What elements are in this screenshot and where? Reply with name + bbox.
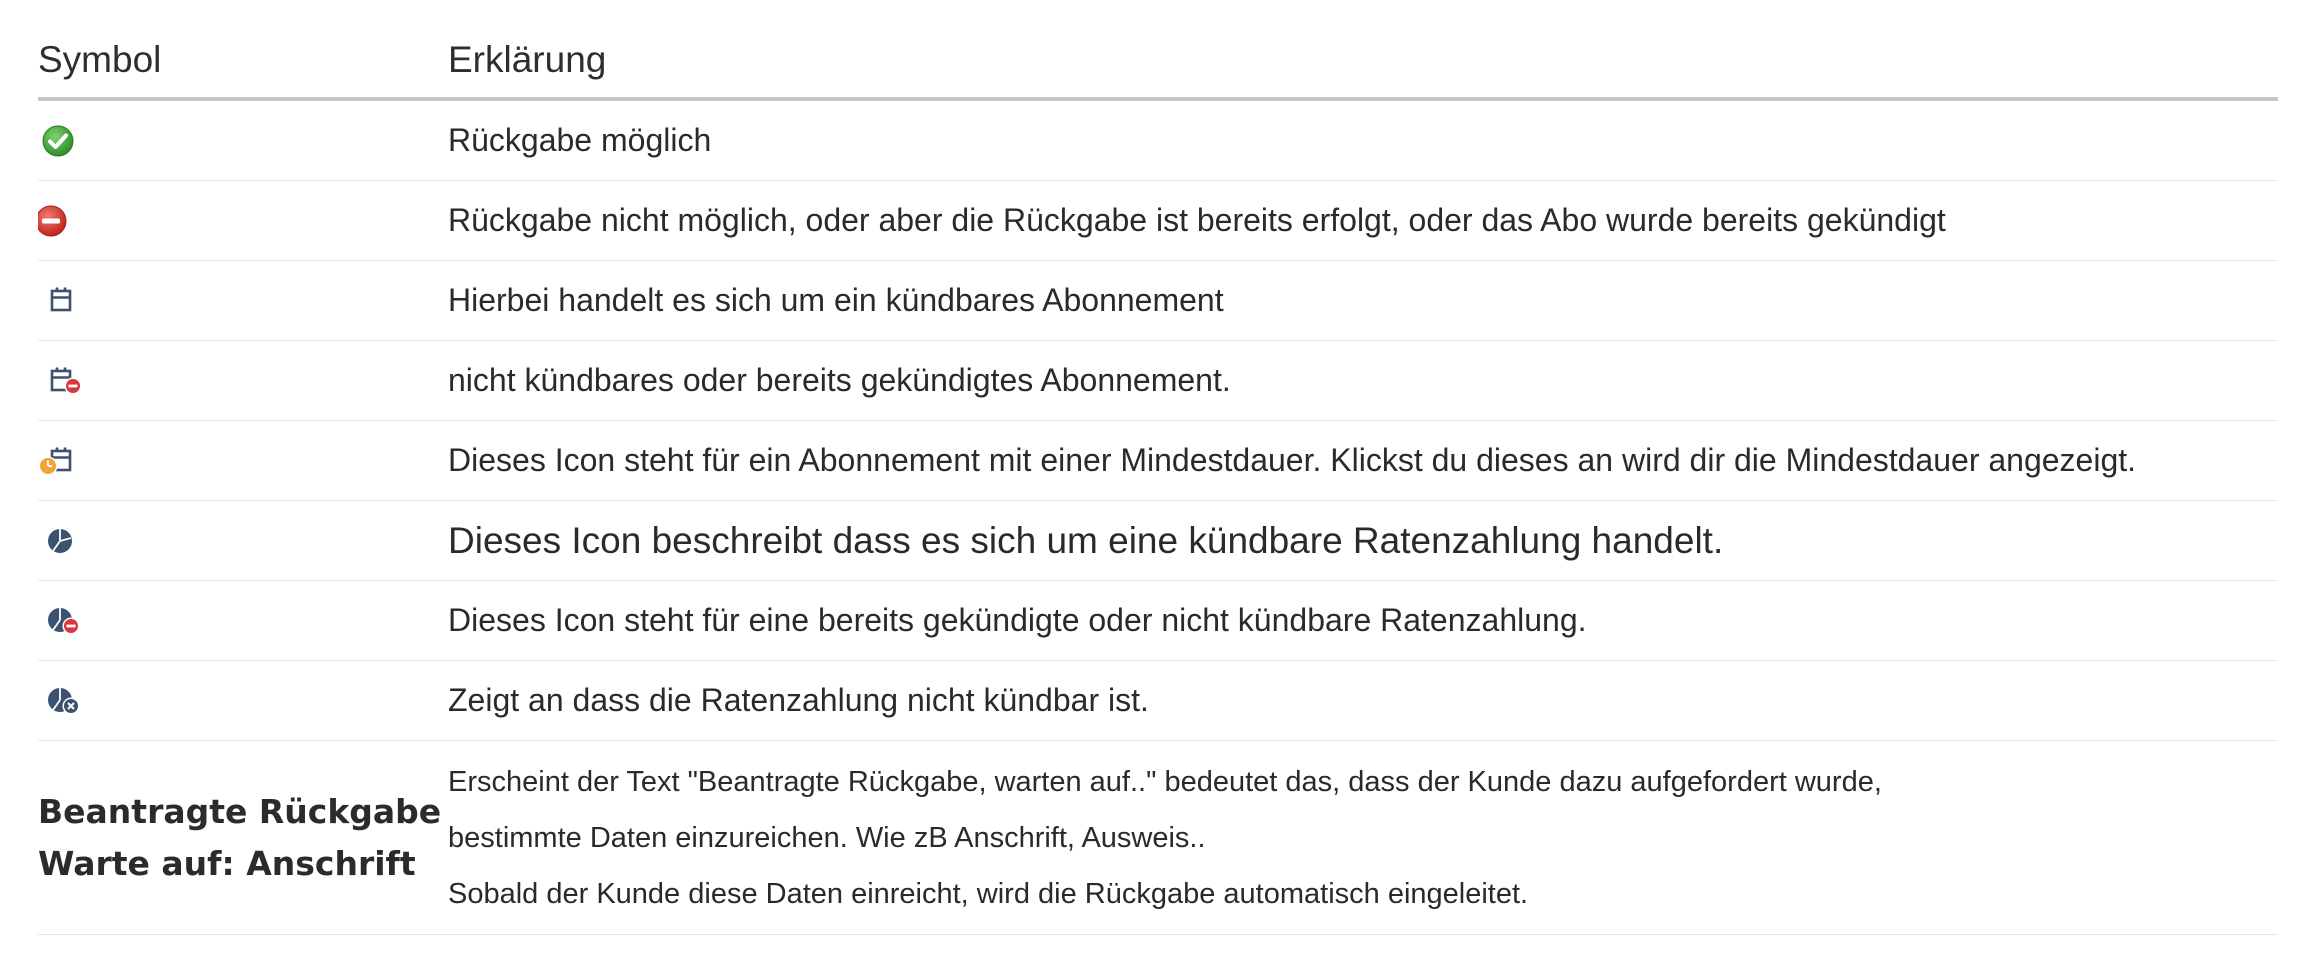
explanation-cell: Rückgabe möglich bbox=[448, 99, 2278, 181]
symbol-cell bbox=[38, 741, 448, 935]
symbol-cell bbox=[38, 99, 448, 181]
explanation-cell: Zeigt an dass die Ratenzahlung nicht kündbar ist. bbox=[448, 661, 2278, 741]
table-row bbox=[38, 581, 2278, 661]
status-label-line-1: Beantragte Rückgabe bbox=[38, 791, 442, 831]
green-check-icon bbox=[38, 121, 78, 161]
table-header bbox=[38, 22, 2278, 99]
table-row bbox=[38, 261, 2278, 341]
table-row bbox=[38, 421, 2278, 501]
table-row bbox=[38, 181, 2278, 261]
explanation-cell: Dieses Icon steht für ein Abonnement mit einer Mindestdauer. Klickst du dieses an wird dir die Mindestdauer angezeigt. bbox=[448, 421, 2278, 501]
symbol-cell bbox=[38, 661, 448, 741]
explanation-cell bbox=[448, 741, 2278, 935]
table-row bbox=[38, 341, 2278, 421]
explanation-line-1: Erscheint der Text "Beantragte Rückgabe, warten auf.." bedeutet das, dass der Kunde dazu aufgefordert wurde, bbox=[448, 765, 1882, 798]
explanation-cell: Dieses Icon steht für eine bereits gekündigte oder nicht kündbare Ratenzahlung. bbox=[448, 581, 2278, 661]
table-row bbox=[38, 99, 2278, 181]
header-row bbox=[38, 22, 2278, 99]
symbol-cell bbox=[38, 261, 448, 341]
symbol-cell bbox=[38, 421, 448, 501]
legend-table bbox=[38, 22, 2278, 935]
status-text-label bbox=[38, 786, 448, 890]
explanation-cell: Hierbei handelt es sich um ein kündbares Abonnement bbox=[448, 261, 2278, 341]
explanation-cell: Rückgabe nicht möglich, oder aber die Rückgabe ist bereits erfolgt, oder das Abo wurde bereits gekündigt bbox=[448, 181, 2278, 261]
symbol-cell bbox=[38, 181, 448, 261]
header-explanation: Erklärung bbox=[448, 22, 2278, 99]
table-body bbox=[38, 99, 2278, 935]
explanation-line-3: Sobald der Kunde diese Daten einreicht, wird die Rückgabe automatisch eingeleitet. bbox=[448, 877, 1529, 910]
pie-chart-minus-icon bbox=[38, 601, 98, 641]
table-row bbox=[38, 661, 2278, 741]
pie-chart-icon bbox=[38, 521, 78, 561]
explanation-cell: nicht kündbares oder bereits gekündigtes Abonnement. bbox=[448, 341, 2278, 421]
table-row bbox=[38, 741, 2278, 935]
red-no-entry-icon bbox=[38, 201, 78, 241]
header-symbol: Symbol bbox=[38, 22, 448, 99]
calendar-minus-icon bbox=[38, 361, 98, 401]
explanation-line-2: bestimmte Daten einzureichen. Wie zB Anschrift, Ausweis.. bbox=[448, 821, 1206, 854]
explanation-cell: Dieses Icon beschreibt dass es sich um eine kündbare Ratenzahlung handelt. bbox=[448, 501, 2278, 581]
calendar-clock-icon bbox=[38, 441, 98, 481]
calendar-icon bbox=[38, 281, 78, 321]
symbol-cell bbox=[38, 341, 448, 421]
symbol-cell bbox=[38, 581, 448, 661]
table-row bbox=[38, 501, 2278, 581]
status-label-line-2: Warte auf: Anschrift bbox=[38, 843, 416, 883]
pie-chart-x-icon bbox=[38, 681, 98, 721]
symbol-cell bbox=[38, 501, 448, 581]
